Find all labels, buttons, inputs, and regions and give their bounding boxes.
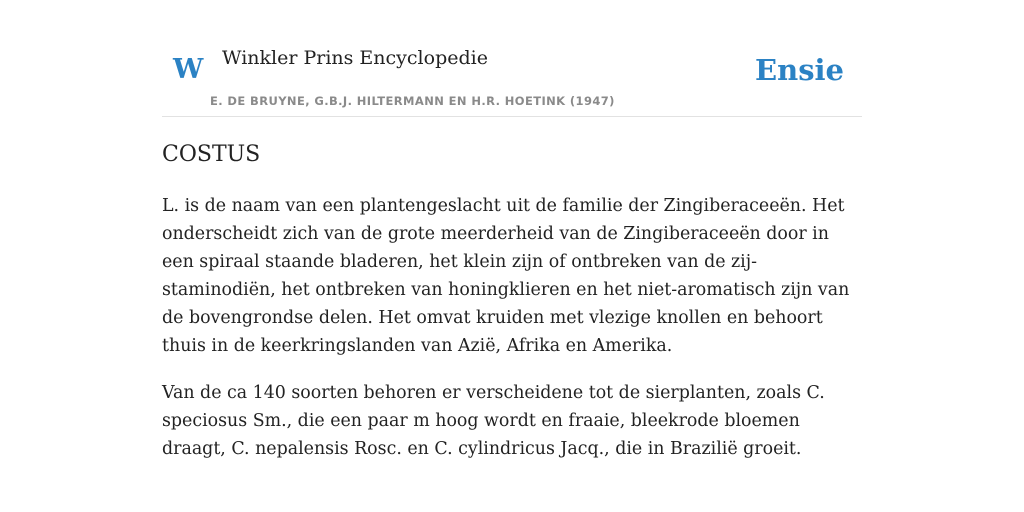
winkler-prins-logo[interactable]: W	[173, 54, 204, 85]
site-header	[162, 0, 862, 117]
ensie-logo-link[interactable]: Ensie	[755, 53, 844, 87]
entry-body	[162, 192, 862, 482]
book-title[interactable]: Winkler Prins Encyclopedie	[222, 47, 488, 69]
entry-paragraph: Van de ca 140 soorten behoren er verscheidene tot de sierplanten, zoals C. speciosus Sm., die een paar m hoog wordt en fraaie, bleekrode bloemen draagt, C. nepalensis Rosc. en C. cylindricus Jacq., die in Brazilië groeit.	[162, 383, 825, 459]
entry-title: COSTUS	[162, 142, 261, 167]
entry-paragraph: L. is de naam van een plantengeslacht uit de familie der Zingiberaceeën. Het onderscheidt zich van de grote meerderheid van de Zingiberaceeën door in een spiraal staande bladeren, het klein zijn of ontbreken van de zij-staminodiën, het ontbreken van honingklieren en het niet-aromatisch zijn van de bovengrondse delen. Het omvat kruiden met vlezige knollen en behoort thuis in de keerkringslanden van Azië, Afrika en Amerika.	[162, 196, 850, 356]
book-authors: E. DE BRUYNE, G.B.J. HILTERMANN EN H.R. HOETINK (1947)	[210, 94, 615, 108]
